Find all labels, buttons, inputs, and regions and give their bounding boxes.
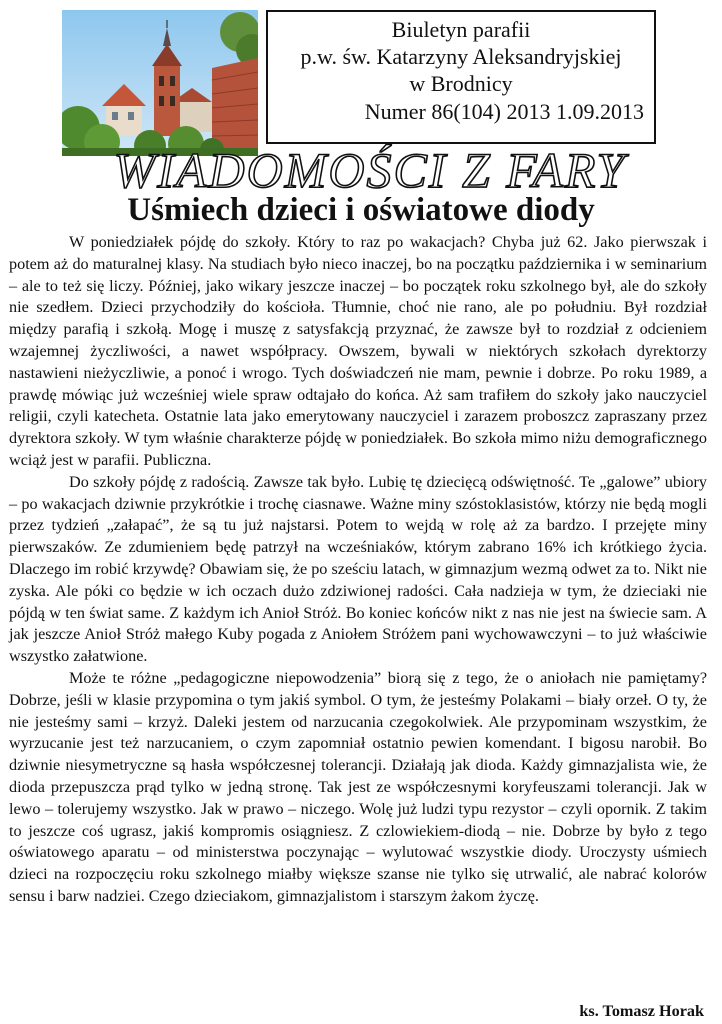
masthead-line-parish: p.w. św. Katarzyny Aleksandryjskiej: [300, 44, 622, 69]
article-body: [9, 232, 707, 908]
masthead-line-issue: Numer 86(104) 2013 1.09.2013: [364, 99, 644, 124]
masthead-line-town: w Brodnicy: [409, 71, 513, 96]
article-paragraph: W poniedziałek pójdę do szkoły. Który to raz po wakacjach? Chyba już 62. Jako pierwszak i potem aż do maturalnej klasy. Na studiach było nieco inaczej, bo na początku października i w seminarium – ale to też się liczy. Później, jako wikary jeszcze inaczej – bo początek roku szkolnego był, ale do szkoły nie szedłem. Dzieci przychodziły do kościoła. Tłumnie, choć nie rano, ale po południu. Był rozdział między parafią i szkołą. Mogę i muszę z satysfakcją przyznać, że zawsze był to rozdział z odcieniem wzajemnej życzliwości, a nawet współpracy. Owszem, bywali w niektórych szkołach dyrektorzy nastawieni nieżyczliwie, a ponoć i wrogo. Tych doświadczeń nie mam, pewnie i dobrze. Po roku 1989, a prawdę mówiąc już wcześniej wiele spraw odtajało do końca. Aż sam trafiłem do szkoły jako nauczyciel religii, czyli katecheta. Ostatnie lata jako emerytowany nauczyciel i zarazem proboszcz zapraszany przez dyrektora szkoły. W tym właśnie charakterze pójdę w poniedziałek. Bo szkoła mimo niżu demograficznego wciąż jest w parafii. Publiczna.: [9, 233, 707, 469]
bulletin-masthead-box: [266, 10, 656, 144]
article-paragraph: Do szkoły pójdę z radością. Zawsze tak było. Lubię tę dziecięcą odświętność. Te „galowe” ubiory – po wakacjach dziwnie przykrótkie i trochę ciasnawe. Ważne miny szóstoklasistów, którzy nie będą mogli przez tydzień „załapać”, że są tu już najstarsi. Potem to wejdą w rolę aż za bardzo. I przejęte miny pierwszaków. Ze zdumieniem będę patrzył na wcześniaków, którym zabrano 16% ich krótkiego życia. Dlaczego im robić krzywdę? Obawiam się, że po sześciu latach, w gimnazjum wezmą odwet za to. Nikt nie zyska. Ale póki co będzie w ich oczach dużo zdziwionej radości. Cała nadzieja w tym, że dzieciaki nie pójdą w ten świat same. Z każdym ich Anioł Stróż. Bo koniec końców nikt z nas nie jest na świecie sam. A jak jeszcze Anioł Stróż małego Kuby pogada z Aniołem Stróżem pani wychowawczyni – to już właściwie wszystko załatwione.: [9, 472, 707, 666]
church-tower-illustration: [62, 10, 258, 156]
article-paragraph: Może te różne „pedagogiczne niepowodzenia” biorą się z tego, że o aniołach nie pamiętamy? Dobrze, jeśli w klasie przypomina o tym jakiś symbol. O tym, że jesteśmy Polakami – biały orzeł. O ty, że nie jesteśmy sami – krzyż. Daleki jestem od narzucania czegokolwiek. Ale przypominam wszystkim, że wyrzucanie jest też narzucaniem, o czym zapomniał ostatnio pewien komendant. I bigosu narobił. Bo dziwnie niesymetryczne są hasła współczesnej tolerancji. Działają jak dioda. Każdy gimnazjalista wie, że dioda przepuszcza prąd tylko w jedną stronę. Tak jest ze współczesnymi koryfeuszami tolerancji. Jak w lewo – tolerujemy wszystko. Jak w prawo – niczego. Wolę już ludzi typu rezystor – czyli opornik. Z takim to jeszcze coś ugrasz, jakiś kompromis osiągniesz. Z czlowiekiem-diodą – nie. Dobrze by było z tego oświatowego aparatu – od ministerstwa poczynając – wylutować wszystkie diody. Uroczysty uśmiech dzieci na rozpoczęciu roku szkolnego miałby większe szanse nie tylko się utrwalić, ale nabrać kolorów sensu i barw nadziei. Czego dzieciakom, gimnazjalistom i starszym żakom życzę.: [9, 668, 707, 905]
article-headline: Uśmiech dzieci i oświatowe diody: [127, 192, 595, 228]
masthead-line-title: Biuletyn parafii: [391, 17, 531, 42]
publication-banner: WIADOMOŚCI Z FARY: [113, 142, 627, 198]
author-signature: ks. Tomasz Horak: [579, 1002, 704, 1020]
church-tower-photo: [62, 10, 258, 156]
